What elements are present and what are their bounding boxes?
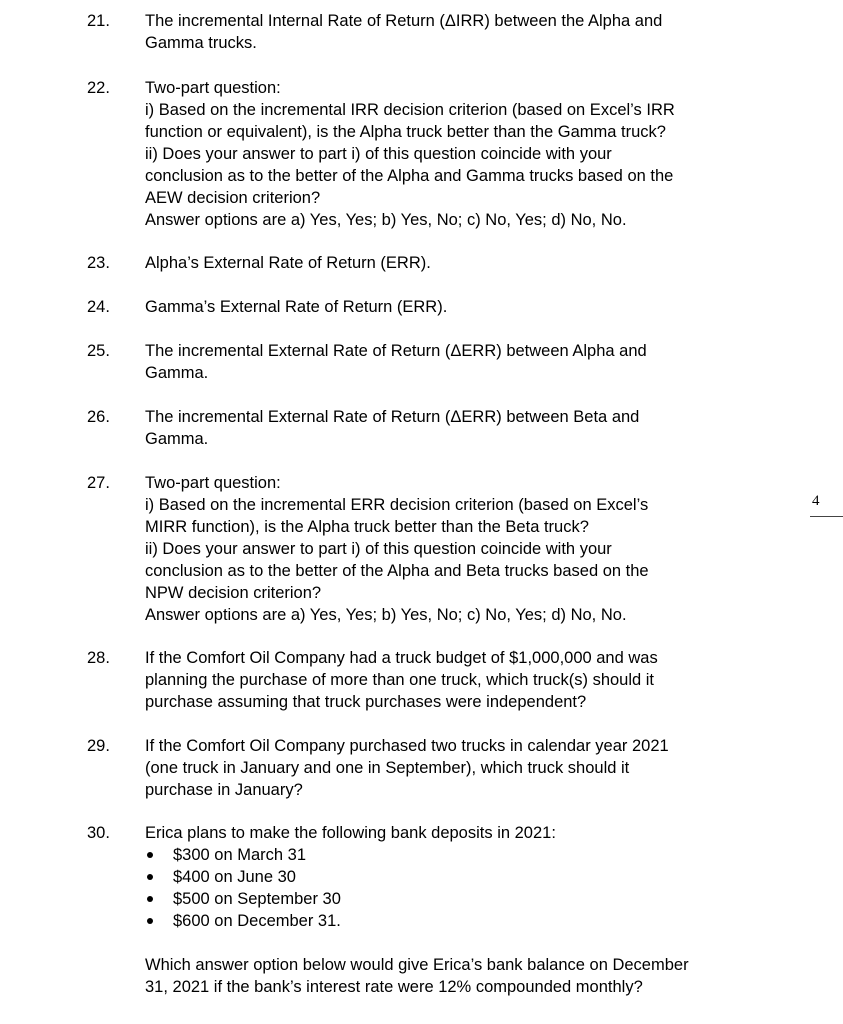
text-line: Gamma. — [145, 364, 209, 382]
question-number: 29. — [87, 737, 110, 755]
question-number: 24. — [87, 298, 110, 316]
question-text — [145, 252, 785, 274]
question-text — [145, 406, 785, 450]
list-item: $400 on June 30 — [145, 866, 785, 888]
text-line: 31, 2021 if the bank’s interest rate were 12% compounded monthly? — [145, 978, 643, 996]
question-text — [145, 822, 785, 998]
answer-options: Answer options are a) Yes, Yes; b) Yes, No; c) No, Yes; d) No, No. — [145, 606, 627, 624]
answer-options: Answer options are a) Yes, Yes; b) Yes, No; c) No, Yes; d) No, No. — [145, 211, 627, 229]
text-line: function or equivalent), is the Alpha truck better than the Gamma truck? — [145, 123, 666, 141]
text-line: ii) Does your answer to part i) of this question coincide with your — [145, 145, 612, 163]
deposit-list — [145, 844, 785, 932]
text-line: Which answer option below would give Erica’s bank balance on December — [145, 956, 689, 974]
question-text — [145, 77, 785, 231]
question-number: 28. — [87, 649, 110, 667]
text-line: purchase in January? — [145, 781, 303, 799]
list-item: $500 on September 30 — [145, 888, 785, 910]
text-line: i) Based on the incremental ERR decision criterion (based on Excel’s — [145, 496, 649, 514]
question-number: 23. — [87, 254, 110, 272]
page-number: 4 — [812, 493, 820, 509]
text-line: Gamma’s External Rate of Return (ERR). — [145, 298, 448, 316]
text-line: NPW decision criterion? — [145, 584, 322, 602]
page-number-rule — [810, 516, 843, 517]
text-line: conclusion as to the better of the Alpha and Beta trucks based on the — [145, 562, 649, 580]
text-line: The incremental External Rate of Return (ΔERR) between Beta and — [145, 408, 640, 426]
text-line: purchase assuming that truck purchases were independent? — [145, 693, 587, 711]
text-line: conclusion as to the better of the Alpha and Gamma trucks based on the — [145, 167, 674, 185]
text-line: The incremental External Rate of Return (ΔERR) between Alpha and — [145, 342, 647, 360]
text-line: If the Comfort Oil Company had a truck budget of $1,000,000 and was — [145, 649, 658, 667]
question-text — [145, 10, 785, 54]
list-item: $300 on March 31 — [145, 844, 785, 866]
question-text — [145, 647, 785, 713]
text-line: i) Based on the incremental IRR decision criterion (based on Excel’s IRR — [145, 101, 675, 119]
list-item: $600 on December 31. — [145, 910, 785, 932]
question-number: 21. — [87, 12, 110, 30]
question-number: 26. — [87, 408, 110, 426]
text-line: Gamma trucks. — [145, 34, 257, 52]
text-line: Erica plans to make the following bank deposits in 2021: — [145, 824, 556, 842]
question-number: 25. — [87, 342, 110, 360]
text-line: Two-part question: — [145, 474, 281, 492]
text-line: If the Comfort Oil Company purchased two trucks in calendar year 2021 — [145, 737, 669, 755]
question-number: 30. — [87, 824, 110, 842]
text-line: Gamma. — [145, 430, 209, 448]
question-number: 22. — [87, 79, 110, 97]
question-text — [145, 296, 785, 318]
text-line: MIRR function), is the Alpha truck better than the Beta truck? — [145, 518, 589, 536]
text-line: AEW decision criterion? — [145, 189, 321, 207]
text-line: (one truck in January and one in September), which truck should it — [145, 759, 630, 777]
question-number: 27. — [87, 474, 110, 492]
question-text — [145, 340, 785, 384]
text-line: ii) Does your answer to part i) of this question coincide with your — [145, 540, 612, 558]
text-line: The incremental Internal Rate of Return (ΔIRR) between the Alpha and — [145, 12, 663, 30]
text-line: Alpha’s External Rate of Return (ERR). — [145, 254, 431, 272]
text-line: planning the purchase of more than one truck, which truck(s) should it — [145, 671, 655, 689]
text-line: Two-part question: — [145, 79, 281, 97]
question-text — [145, 735, 785, 801]
question-text — [145, 472, 785, 626]
